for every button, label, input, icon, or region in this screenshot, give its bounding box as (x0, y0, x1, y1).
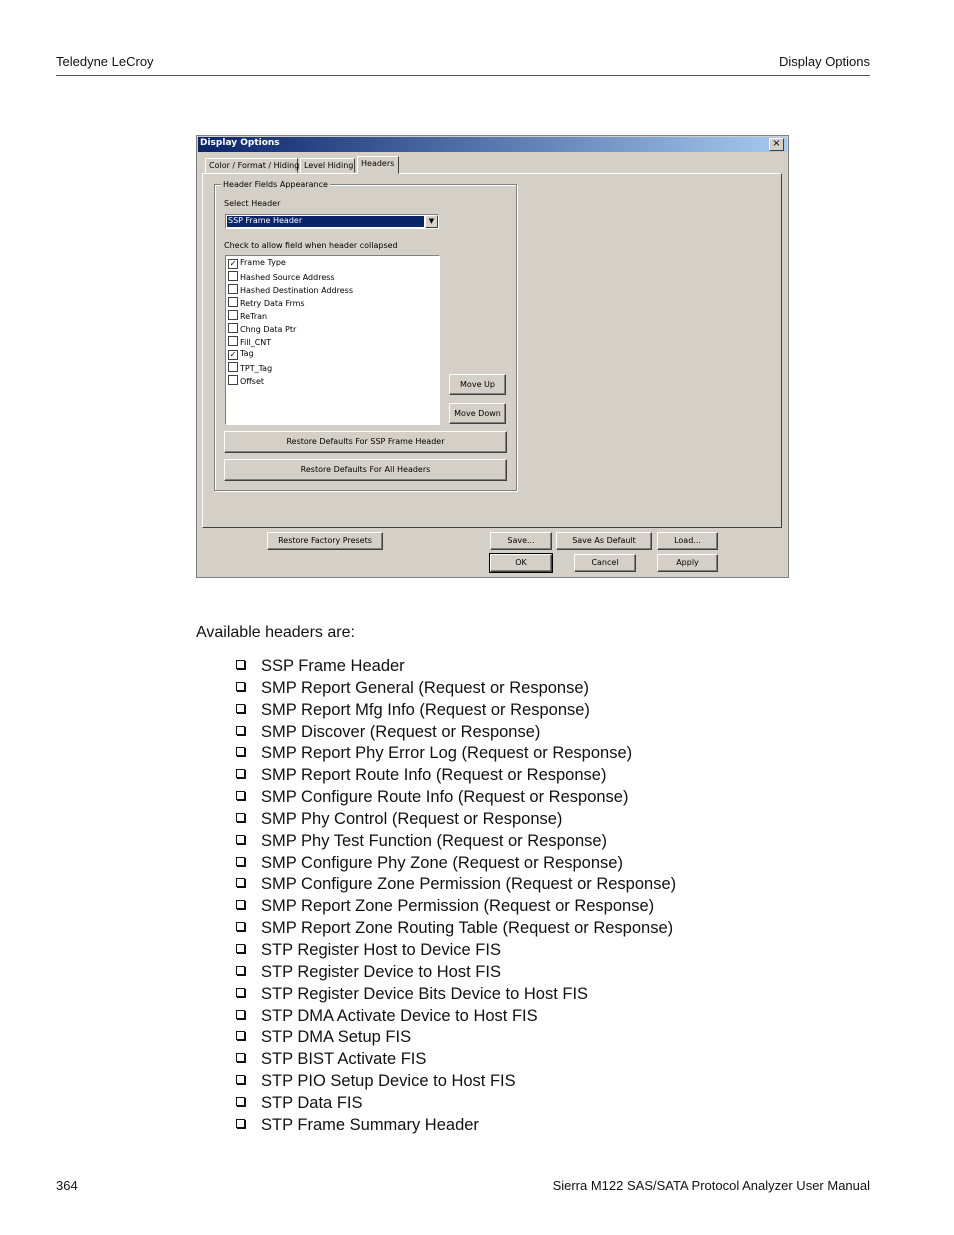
group-title: Header Fields Appearance (223, 180, 328, 189)
checkbox-bullet-icon (236, 857, 245, 866)
checkbox-bullet-icon (236, 682, 245, 691)
checkbox-bullet-icon (236, 1010, 245, 1019)
list-item[interactable] (228, 284, 353, 296)
checkbox-bullet-icon (236, 900, 245, 909)
header-name: SMP Configure Zone Permission (Request or Response) (261, 875, 677, 894)
checkbox-bullet-icon (236, 1053, 245, 1062)
list-item[interactable] (228, 323, 296, 335)
page-number: 364 (56, 1178, 78, 1193)
checkbox-bullet-icon (236, 835, 245, 844)
list-item (236, 1093, 676, 1115)
tab-label: Level Hiding (304, 161, 354, 170)
cancel-button[interactable]: Cancel (574, 554, 636, 572)
header-rule (56, 75, 870, 76)
restore-header-defaults-button[interactable]: Restore Defaults For SSP Frame Header (224, 431, 507, 453)
list-item (236, 1049, 676, 1071)
checkbox-bullet-icon (236, 726, 245, 735)
list-item (236, 787, 676, 809)
list-item (236, 918, 676, 940)
list-item (236, 984, 676, 1006)
checkbox-bullet-icon (236, 878, 245, 887)
list-item[interactable] (228, 362, 272, 374)
check-instruction-label: Check to allow field when header collapsed (224, 241, 398, 250)
page-header-right: Display Options (778, 54, 870, 69)
list-item[interactable] (228, 258, 286, 270)
manual-title: Sierra M122 SAS/SATA Protocol Analyzer User Manual (552, 1178, 870, 1193)
header-name: SMP Report Phy Error Log (Request or Response) (261, 744, 633, 763)
select-header-label: Select Header (224, 199, 281, 208)
display-options-dialog (196, 135, 789, 578)
list-item (236, 765, 676, 787)
checkbox-bullet-icon (236, 660, 245, 669)
checkbox-bullet-icon (236, 922, 245, 931)
header-name: SMP Phy Test Function (Request or Response) (261, 831, 608, 850)
restore-all-defaults-button[interactable]: Restore Defaults For All Headers (224, 459, 507, 481)
list-item[interactable] (228, 297, 305, 309)
list-item (236, 874, 676, 896)
available-headers-list (236, 656, 676, 1137)
header-name: STP PIO Setup Device to Host FIS (261, 1072, 516, 1091)
checkbox[interactable] (228, 297, 238, 307)
field-label: Frame Type (240, 258, 286, 267)
header-name: STP BIST Activate FIS (261, 1050, 427, 1069)
save-button[interactable]: Save... (490, 532, 552, 550)
checkbox-bullet-icon (236, 1119, 245, 1128)
chevron-down-icon[interactable]: ▼ (425, 215, 438, 228)
ok-button[interactable]: OK (490, 554, 552, 572)
list-item (236, 700, 676, 722)
header-name: SMP Report Route Info (Request or Response) (261, 766, 607, 785)
checkbox[interactable] (228, 375, 238, 385)
header-name: SMP Report Zone Routing Table (Request or Response) (261, 919, 674, 938)
move-up-button[interactable]: Move Up (449, 374, 506, 395)
header-name: STP Data FIS (261, 1093, 363, 1112)
checkbox[interactable] (228, 271, 238, 281)
checkbox-bullet-icon (236, 769, 245, 778)
list-item (236, 1071, 676, 1093)
field-label: Hashed Destination Address (240, 286, 354, 295)
header-name: STP Frame Summary Header (261, 1115, 479, 1134)
header-name: SSP Frame Header (261, 657, 405, 675)
field-label: TPT_Tag (240, 364, 273, 373)
list-item (236, 831, 676, 853)
header-name: STP Register Host to Device FIS (261, 940, 501, 959)
list-item[interactable] (228, 349, 254, 361)
header-name: STP Register Device Bits Device to Host FIS (261, 984, 589, 1003)
checkbox[interactable] (228, 362, 238, 372)
list-item[interactable] (228, 336, 271, 348)
checkbox-bullet-icon (236, 966, 245, 975)
fields-listbox[interactable] (225, 255, 440, 425)
header-name: SMP Phy Control (Request or Response) (261, 809, 563, 828)
list-item (236, 853, 676, 875)
dialog-titlebar (198, 137, 787, 152)
list-item (236, 743, 676, 765)
restore-factory-presets-button[interactable]: Restore Factory Presets (267, 532, 383, 550)
list-item (236, 896, 676, 918)
list-item (236, 1006, 676, 1028)
apply-button[interactable]: Apply (657, 554, 718, 572)
checkbox[interactable] (228, 310, 238, 320)
field-label: Tag (240, 349, 254, 358)
list-item (236, 656, 676, 678)
checkbox-bullet-icon (236, 988, 245, 997)
tab-label: Headers (361, 159, 395, 168)
list-item[interactable] (228, 271, 335, 283)
save-as-default-button[interactable]: Save As Default (556, 532, 652, 550)
checkbox-bullet-icon (236, 813, 245, 822)
checkbox-bullet-icon (236, 747, 245, 756)
move-down-button[interactable]: Move Down (449, 403, 506, 424)
checkbox-checked[interactable]: ✓ (229, 259, 237, 268)
list-item (236, 1027, 676, 1049)
list-item (236, 678, 676, 700)
header-select-value: SSP Frame Header (227, 216, 424, 227)
intro-text: Available headers are: (196, 624, 355, 641)
checkbox-bullet-icon (236, 791, 245, 800)
header-name: STP DMA Setup FIS (261, 1028, 412, 1047)
field-label: Chng Data Ptr (240, 325, 297, 334)
checkbox-bullet-icon (236, 944, 245, 953)
checkbox[interactable] (228, 336, 238, 346)
list-item[interactable] (228, 375, 264, 387)
header-name: SMP Report General (Request or Response) (261, 678, 590, 697)
tab-headers[interactable] (357, 156, 399, 174)
header-name: SMP Report Zone Permission (Request or Response) (261, 897, 655, 916)
field-label: Retry Data Frms (240, 299, 305, 308)
tab-level-hiding[interactable] (300, 158, 355, 173)
checkbox-bullet-icon (236, 1031, 245, 1040)
list-item (236, 940, 676, 962)
list-item (236, 809, 676, 831)
checkbox[interactable] (228, 284, 238, 294)
list-item (236, 962, 676, 984)
header-name: SMP Report Mfg Info (Request or Response) (261, 700, 590, 719)
header-name: SMP Configure Phy Zone (Request or Response) (261, 853, 623, 872)
checkbox[interactable] (228, 323, 238, 333)
field-label: ReTran (240, 312, 268, 321)
header-select[interactable] (225, 214, 439, 229)
load-button[interactable]: Load... (657, 532, 718, 550)
header-name: SMP Configure Route Info (Request or Response) (261, 788, 629, 807)
checkbox-checked[interactable]: ✓ (229, 350, 237, 359)
list-item (236, 1115, 676, 1137)
field-label: Fill_CNT (240, 338, 272, 347)
checkbox-bullet-icon (236, 704, 245, 713)
header-name: STP DMA Activate Device to Host FIS (261, 1006, 538, 1025)
page-header-left: Teledyne LeCroy (56, 54, 154, 69)
checkbox-bullet-icon (236, 1075, 245, 1084)
list-item[interactable] (228, 310, 267, 322)
checkbox-bullet-icon (236, 1097, 245, 1106)
field-label: Offset (240, 377, 265, 386)
field-label: Hashed Source Address (240, 273, 335, 282)
dialog-title: Display Options (200, 138, 280, 148)
header-name: SMP Discover (Request or Response) (261, 722, 541, 741)
tab-color-format-hiding[interactable] (205, 158, 298, 173)
list-item (236, 722, 676, 744)
header-name: STP Register Device to Host FIS (261, 962, 501, 981)
tab-label: Color / Format / Hiding (209, 161, 300, 170)
close-icon[interactable]: × (769, 138, 784, 151)
